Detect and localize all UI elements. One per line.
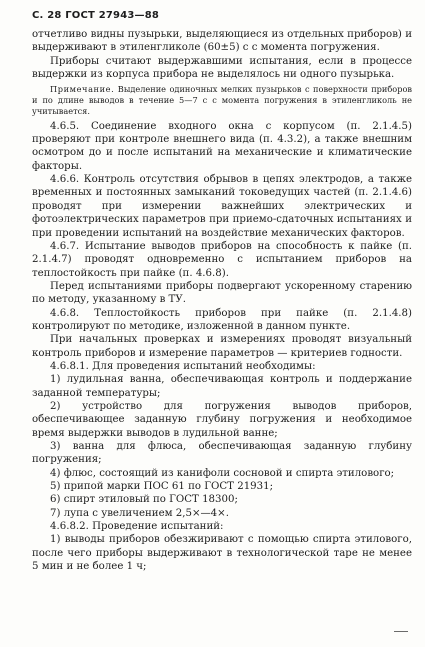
list-item: 6) спирт этиловый по ГОСТ 18300;	[50, 494, 238, 506]
paragraph-initial-checks: При начальных проверках и измерениях проводят визуальный контроль приборов и измерение параметров — критериев годности.	[32, 334, 412, 359]
section-4-6-6: 4.6.6. Контроль отсутствия обрывов в цепях электродов, а также временных и постоянных замыканий токоведущих частей (п. 2.1.4.6) проводят при измерении важнейших электрических и фотоэлектрических параметров при приемо-сдаточных испытаниях и при проведении испытаний на воздействие механических факторов.	[32, 174, 412, 239]
list-item: 4) флюс, состоящий из канифоли сосновой и спирта этилового;	[50, 467, 395, 479]
section-4-6-5: 4.6.5. Соединение входного окна с корпусом (п. 2.1.4.5) проверяют при контроле внешнего вида (п. 4.3.2), а также внешним осмотром до и после испытаний на механические и климатические факторы.	[32, 120, 412, 172]
paragraph-aging: Перед испытаниями приборы подвергают ускоренному старению по методу, указанному в ТУ.	[32, 280, 412, 306]
paragraph-continuation: отчетливо видны пузырьки, выделяющиеся из отдельных приборов) и выдерживают в этиленгликоле (60±5) с с момента погружения.	[32, 29, 412, 54]
section-4-6-8: 4.6.8. Теплостойкость приборов при пайке (п. 2.1.4.8) контролируют по методике, изложенной в данном пункте.	[32, 307, 412, 332]
page-body	[32, 28, 412, 573]
section-4-6-8-1: 4.6.8.1. Для проведения испытаний необходимы:	[50, 360, 316, 372]
paragraph-conclusion: Приборы считают выдержавшими испытания, если в процессе выдержки из корпуса прибора не выделялось ни одного пузырька.	[32, 55, 412, 81]
section-4-6-8-2: 4.6.8.2. Проведение испытаний:	[50, 521, 224, 533]
list-item: 2) устройство для погружения выводов приборов, обеспечивающее заданную глубину погружения и необходимое время выдержки выводов в лудильной ванне;	[32, 400, 412, 439]
list-item: 7) лупа с увеличением 2,5×—4×.	[50, 507, 229, 519]
section-4-6-7: 4.6.7. Испытание выводов приборов на способность к пайке (п. 2.1.4.7) проводят одновременно с испытанием приборов на теплостойкость при пайке (п. 4.6.8).	[32, 240, 412, 279]
list-item: 1) выводы приборов обезжиривают с помощью спирта этилового, после чего приборы выдерживают в технологической таре не менее 5 мин и не более 1 ч;	[32, 534, 412, 573]
page-corner-mark	[394, 631, 408, 633]
note	[32, 84, 412, 116]
list-item: 3) ванна для флюса, обеспечивающая заданную глубину погружения;	[32, 441, 412, 466]
note-label: Примечание.	[50, 84, 115, 95]
note-text: Выделение одиночных мелких пузырьков с поверхности приборов и по длине выводов в течение 5—7 с с момента погружения в этиленгликоль не учитывается.	[32, 84, 412, 116]
list-item: 1) лудильная ванна, обеспечивающая контроль и поддержание заданной температуры;	[32, 374, 412, 399]
list-item: 5) припой марки ПОС 61 по ГОСТ 21931;	[50, 481, 274, 493]
page-header: С. 28 ГОСТ 27943—88	[32, 10, 160, 21]
